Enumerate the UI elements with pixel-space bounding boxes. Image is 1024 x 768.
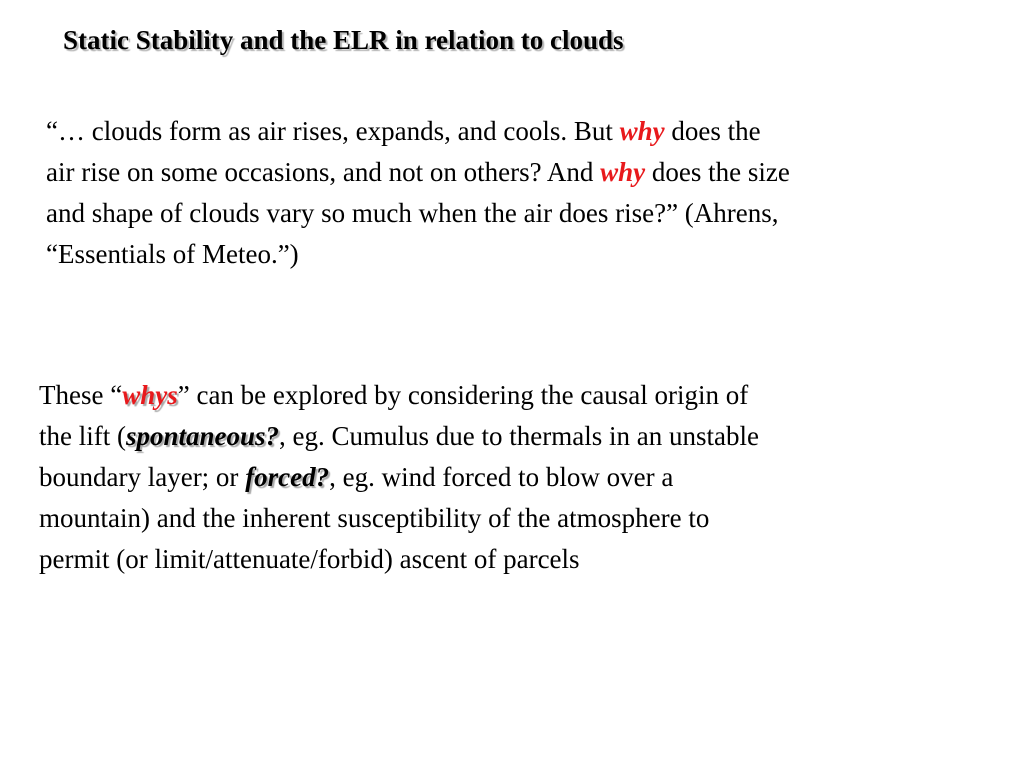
quote-line-1 bbox=[46, 111, 996, 152]
explanation-line-1-start: These “ bbox=[39, 380, 123, 410]
explanation-line-1 bbox=[39, 375, 989, 416]
quote-line-1-start: “… clouds form as air rises, expands, and cools. But bbox=[46, 116, 620, 146]
quote-line-2-end: does the size bbox=[645, 157, 790, 187]
explanation-line-2 bbox=[39, 416, 989, 457]
explanation-line-3-end: , eg. wind forced to blow over a bbox=[329, 462, 674, 492]
slide-title: Static Stability and the ELR in relation to clouds bbox=[63, 25, 624, 55]
explanation-line-2-start: the lift ( bbox=[39, 421, 126, 451]
explanation-emphasis-whys: whys bbox=[122, 380, 178, 410]
explanation-line-4: mountain) and the inherent susceptibility of the atmosphere to bbox=[39, 503, 710, 533]
quote-line-3: and shape of clouds vary so much when the air does rise?” (Ahrens, bbox=[46, 198, 779, 228]
explanation-line-5: permit (or limit/attenuate/forbid) ascent of parcels bbox=[39, 544, 580, 574]
explanation-line-3 bbox=[39, 457, 989, 498]
quote-emphasis-why-2: why bbox=[600, 157, 646, 187]
ahrens-quote bbox=[46, 111, 996, 275]
quote-line-2-start: air rise on some occasions, and not on others? And bbox=[46, 157, 601, 187]
explanation-emphasis-forced: forced? bbox=[245, 462, 330, 492]
explanation-line-1-end: ” can be explored by considering the causal origin of bbox=[177, 380, 749, 410]
quote-line-1-end: does the bbox=[664, 116, 761, 146]
quote-emphasis-why-1: why bbox=[619, 116, 665, 146]
explanation-line-2-end: , eg. Cumulus due to thermals in an unstable bbox=[279, 421, 759, 451]
explanation-line-3-start: boundary layer; or bbox=[39, 462, 246, 492]
explanation-emphasis-spontaneous: spontaneous? bbox=[125, 421, 280, 451]
explanation-paragraph bbox=[39, 375, 989, 580]
quote-line-4: “Essentials of Meteo.”) bbox=[46, 239, 299, 269]
quote-line-2 bbox=[46, 152, 996, 193]
